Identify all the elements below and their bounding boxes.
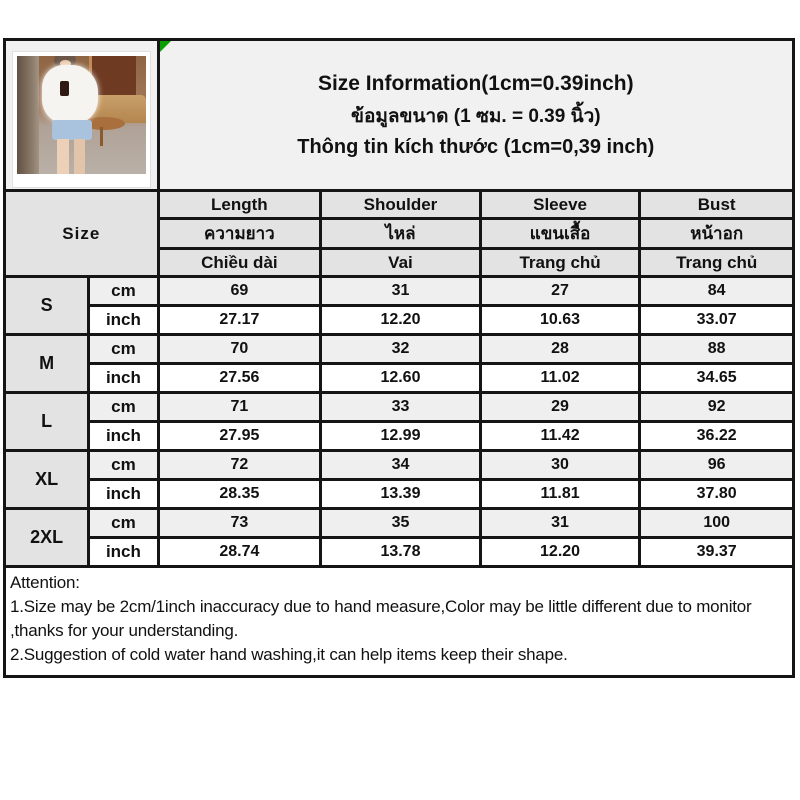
col-header-shoulder-vi: Vai bbox=[321, 249, 481, 277]
col-header-sleeve-th: แขนเสื้อ bbox=[480, 219, 640, 249]
title-cell bbox=[158, 40, 793, 191]
value-length-cm: 69 bbox=[158, 277, 321, 306]
value-sleeve-cm: 30 bbox=[480, 451, 640, 480]
size-label: S bbox=[5, 277, 89, 335]
title-english: Size Information(1cm=0.39inch) bbox=[317, 71, 634, 95]
row-2xl-inch bbox=[5, 538, 794, 567]
value-sleeve-inch: 10.63 bbox=[480, 306, 640, 335]
size-header-cell: Size bbox=[5, 191, 159, 277]
value-length-inch: 27.17 bbox=[158, 306, 321, 335]
value-sleeve-cm: 28 bbox=[480, 335, 640, 364]
value-length-inch: 28.35 bbox=[158, 480, 321, 509]
row-l-inch bbox=[5, 422, 794, 451]
value-length-inch: 27.95 bbox=[158, 422, 321, 451]
value-sleeve-inch: 11.42 bbox=[480, 422, 640, 451]
product-photo-image bbox=[17, 56, 146, 174]
value-bust-inch: 36.22 bbox=[640, 422, 794, 451]
value-length-cm: 72 bbox=[158, 451, 321, 480]
value-shoulder-cm: 33 bbox=[321, 393, 481, 422]
col-header-shoulder-th: ไหล่ bbox=[321, 219, 481, 249]
value-bust-cm: 100 bbox=[640, 509, 794, 538]
photo-model-blouse-shape bbox=[42, 65, 99, 124]
title-row bbox=[5, 40, 794, 191]
photo-drink-cup-shape bbox=[60, 81, 69, 96]
col-header-length-en: Length bbox=[158, 191, 321, 219]
row-xl-inch bbox=[5, 480, 794, 509]
unit-label-inch: inch bbox=[89, 422, 158, 451]
value-sleeve-inch: 12.20 bbox=[480, 538, 640, 567]
value-sleeve-inch: 11.81 bbox=[480, 480, 640, 509]
col-header-bust-th: หน้าอก bbox=[640, 219, 794, 249]
col-header-length-th: ความยาว bbox=[158, 219, 321, 249]
unit-label-inch: inch bbox=[89, 306, 158, 335]
product-photo-cell bbox=[5, 40, 159, 191]
photo-tree-trunk-shape bbox=[17, 56, 39, 174]
header-row-english bbox=[5, 191, 794, 219]
photo-model-leg-shape bbox=[57, 139, 69, 174]
title-stack bbox=[160, 72, 792, 159]
value-length-inch: 28.74 bbox=[158, 538, 321, 567]
size-label: XL bbox=[5, 451, 89, 509]
value-shoulder-inch: 12.99 bbox=[321, 422, 481, 451]
product-photo bbox=[13, 52, 150, 187]
value-sleeve-cm: 27 bbox=[480, 277, 640, 306]
row-m-cm bbox=[5, 335, 794, 364]
unit-label-cm: cm bbox=[89, 451, 158, 480]
value-bust-inch: 34.65 bbox=[640, 364, 794, 393]
col-header-bust-en: Bust bbox=[640, 191, 794, 219]
title-thai: ข้อมูลขนาด (1 ซม. = 0.39 นิ้ว) bbox=[350, 105, 601, 127]
row-l-cm bbox=[5, 393, 794, 422]
unit-label-cm: cm bbox=[89, 393, 158, 422]
value-shoulder-inch: 13.39 bbox=[321, 480, 481, 509]
row-m-inch bbox=[5, 364, 794, 393]
value-sleeve-cm: 29 bbox=[480, 393, 640, 422]
col-header-sleeve-en: Sleeve bbox=[480, 191, 640, 219]
value-shoulder-cm: 31 bbox=[321, 277, 481, 306]
value-bust-inch: 39.37 bbox=[640, 538, 794, 567]
value-shoulder-inch: 13.78 bbox=[321, 538, 481, 567]
value-bust-inch: 33.07 bbox=[640, 306, 794, 335]
value-bust-inch: 37.80 bbox=[640, 480, 794, 509]
attention-heading: Attention: bbox=[10, 573, 80, 592]
unit-label-cm: cm bbox=[89, 335, 158, 364]
size-label: L bbox=[5, 393, 89, 451]
col-header-length-vi: Chiều dài bbox=[158, 249, 321, 277]
value-length-cm: 73 bbox=[158, 509, 321, 538]
size-label: M bbox=[5, 335, 89, 393]
excel-corner-marker-icon bbox=[160, 41, 171, 52]
value-sleeve-cm: 31 bbox=[480, 509, 640, 538]
photo-model-leg-shape bbox=[74, 139, 86, 174]
attention-notes bbox=[3, 568, 795, 678]
attention-note-2: 2.Suggestion of cold water hand washing,it can help items keep their shape. bbox=[10, 645, 568, 664]
size-label: 2XL bbox=[5, 509, 89, 567]
row-xl-cm bbox=[5, 451, 794, 480]
photo-denim-shorts-shape bbox=[52, 120, 92, 140]
unit-label-cm: cm bbox=[89, 509, 158, 538]
value-shoulder-cm: 35 bbox=[321, 509, 481, 538]
value-length-cm: 70 bbox=[158, 335, 321, 364]
row-s-cm bbox=[5, 277, 794, 306]
value-shoulder-cm: 32 bbox=[321, 335, 481, 364]
size-chart-sheet bbox=[3, 38, 795, 678]
value-sleeve-inch: 11.02 bbox=[480, 364, 640, 393]
value-shoulder-inch: 12.60 bbox=[321, 364, 481, 393]
value-bust-cm: 96 bbox=[640, 451, 794, 480]
row-s-inch bbox=[5, 306, 794, 335]
title-vietnamese: Thông tin kích thước (1cm=0,39 inch) bbox=[297, 135, 655, 158]
attention-note-1: 1.Size may be 2cm/1inch inaccuracy due to hand measure,Color may be little different due to monitor ,thanks for your understanding. bbox=[10, 597, 752, 640]
col-header-sleeve-vi: Trang chủ bbox=[480, 249, 640, 277]
value-length-inch: 27.56 bbox=[158, 364, 321, 393]
row-2xl-cm bbox=[5, 509, 794, 538]
value-bust-cm: 84 bbox=[640, 277, 794, 306]
col-header-bust-vi: Trang chủ bbox=[640, 249, 794, 277]
photo-table-leg-shape bbox=[100, 127, 104, 146]
unit-label-inch: inch bbox=[89, 538, 158, 567]
value-bust-cm: 92 bbox=[640, 393, 794, 422]
value-length-cm: 71 bbox=[158, 393, 321, 422]
size-table bbox=[3, 38, 795, 568]
value-shoulder-cm: 34 bbox=[321, 451, 481, 480]
value-bust-cm: 88 bbox=[640, 335, 794, 364]
unit-label-inch: inch bbox=[89, 480, 158, 509]
unit-label-cm: cm bbox=[89, 277, 158, 306]
value-shoulder-inch: 12.20 bbox=[321, 306, 481, 335]
col-header-shoulder-en: Shoulder bbox=[321, 191, 481, 219]
unit-label-inch: inch bbox=[89, 364, 158, 393]
